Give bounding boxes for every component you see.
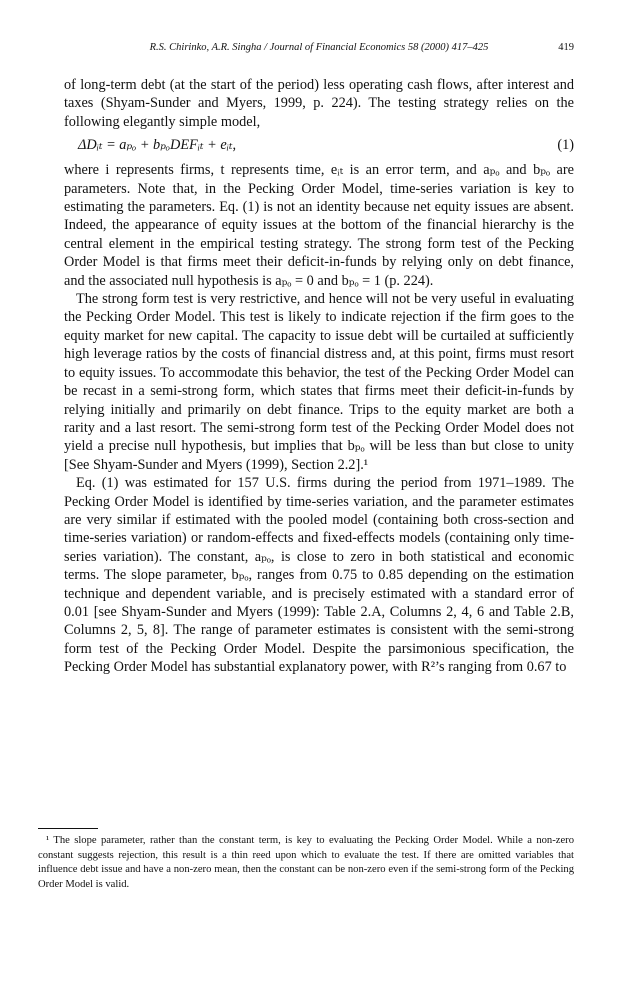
running-head xyxy=(64,42,574,58)
footnote-1: ¹ The slope parameter, rather than the constant term, is key to evaluating the Pecking Order Model. While a non-zero constant suggests rejection, this result is a thin reed upon which to evaluate the test. If there are omitted variables that influence debt issue and have a non-zero mean, then the constant can be non-zero even if the semi-strong form of the Pecking Order Model is valid. xyxy=(38,835,574,890)
body-text xyxy=(64,76,574,677)
paragraph-4: Eq. (1) was estimated for 157 U.S. firms during the period from 1971–1989. The Pecking Order Model is identified by time-series variation, and the parameter estimates are very similar if estimated with the pooled model (containing both cross-section and time-series variation) or random-effects and fixed-effects models (containing only time-series variation). The constant, aₚₒ, is close to zero in both statistical and economic terms. The slope parameter, bₚₒ, ranges from 0.75 to 0.85 depending on the estimation technique and dependent variable, and is precisely estimated with a standard error of 0.01 [see Shyam-Sunder and Myers (1999): Table 2.A, Columns 2, 4, 6 and Table 2.B, Columns 2, 5, 8]. The range of parameter estimates is consistent with the semi-strong form test of the Pecking Order Model. Despite the parsimonious specification, the Pecking Order Model has substantial explanatory power, with R²’s ranging from 0.67 to xyxy=(64,475,574,676)
equation-body: ΔDᵢₜ = aₚₒ + bₚₒDEFᵢₜ + eᵢₜ, xyxy=(78,137,237,154)
paragraph-3: The strong form test is very restrictive, and hence will not be very useful in evaluating the Pecking Order Model. This test is likely to indicate rejection if the firm goes to the equity market for new capital. The capacity to issue debt will be curtailed at sufficiently high leverage ratios by the costs of financial distress and, at this point, firms must resort to equity issues. To accommodate this behavior, the test of the Pecking Order Model can be recast in a semi-strong form, which states that firms meet their deficit-in-funds by relying initially and primarily on debt finance. Trips to the equity market are both a rarity and a last resort. The semi-strong form test of the Pecking Order Model does not yield a precise null hypothesis, but implies that bₚₒ will be less than but close to unity [See Shyam-Sunder and Myers (1999), Section 2.2].¹ xyxy=(64,291,574,473)
paragraph-2: where i represents firms, t represents time, eᵢₜ is an error term, and aₚₒ and bₚₒ are parameters. Note that, in the Pecking Order Model, time-series variation is key to estimating the parameters. Eq. (1) is not an identity because net equity issues are absent. Indeed, the appearance of equity issues at the bottom of the financial hierarchy is the central element in the empirical testing strategy. The strong form test of the Pecking Order Model is that firms meet their deficit-in-funds by relying only on debt finance, and the associated null hypothesis is aₚₒ = 0 and bₚₒ = 1 (p. 224). xyxy=(64,162,574,289)
footnote-rule xyxy=(38,828,98,829)
page-number: 419 xyxy=(558,42,574,53)
equation-number: (1) xyxy=(557,137,574,154)
paragraph-1: of long-term debt (at the start of the period) less operating cash flows, after interest and taxes (Shyam-Sunder and Myers, 1999, p. 224). The testing strategy relies on the following elegantly simple model, xyxy=(64,77,574,130)
running-head-citation: R.S. Chirinko, A.R. Singha / Journal of Financial Economics 58 (2000) 417–425 xyxy=(149,42,489,53)
equation-1 xyxy=(64,136,574,156)
